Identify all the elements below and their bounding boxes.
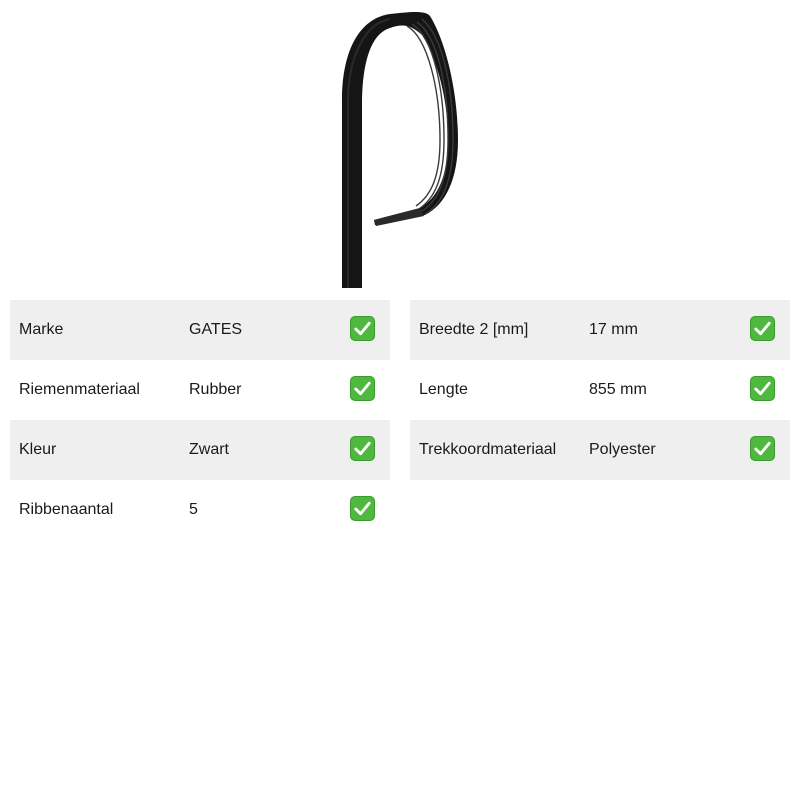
spec-label: Trekkoordmateriaal: [419, 441, 557, 458]
spec-row-riemenmateriaal: [10, 360, 390, 420]
check-mark-icon: [750, 436, 775, 461]
spec-row-trekkoordmateriaal: [410, 420, 790, 480]
spec-row-kleur: [10, 420, 390, 480]
spec-row-lengte: [410, 360, 790, 420]
spec-row-breedte: [410, 300, 790, 360]
spec-value: Rubber: [189, 381, 242, 398]
check-mark-icon: [350, 316, 375, 341]
spec-value: 855 mm: [589, 381, 647, 398]
spec-row-marke: [10, 300, 390, 360]
spec-value: 17 mm: [589, 321, 638, 338]
spec-table-right: [410, 300, 790, 480]
spec-value: Polyester: [589, 441, 656, 458]
spec-label: Marke: [19, 321, 64, 338]
check-mark-icon: [350, 376, 375, 401]
spec-label: Riemenmateriaal: [19, 381, 140, 398]
spec-label: Kleur: [19, 441, 57, 458]
spec-value: GATES: [189, 321, 243, 338]
spec-table-left: [10, 300, 390, 540]
spec-row-ribbenaantal: [10, 480, 390, 540]
check-mark-icon: [350, 496, 375, 521]
check-mark-icon: [750, 316, 775, 341]
spec-label: Breedte 2 [mm]: [419, 321, 529, 338]
spec-label: Ribbenaantal: [19, 501, 114, 518]
spec-value: 5: [189, 501, 198, 518]
spec-value: Zwart: [189, 441, 229, 458]
check-mark-icon: [350, 436, 375, 461]
check-mark-icon: [750, 376, 775, 401]
product-image-v-ribbed-belt: [330, 10, 470, 288]
spec-label: Lengte: [419, 381, 468, 398]
